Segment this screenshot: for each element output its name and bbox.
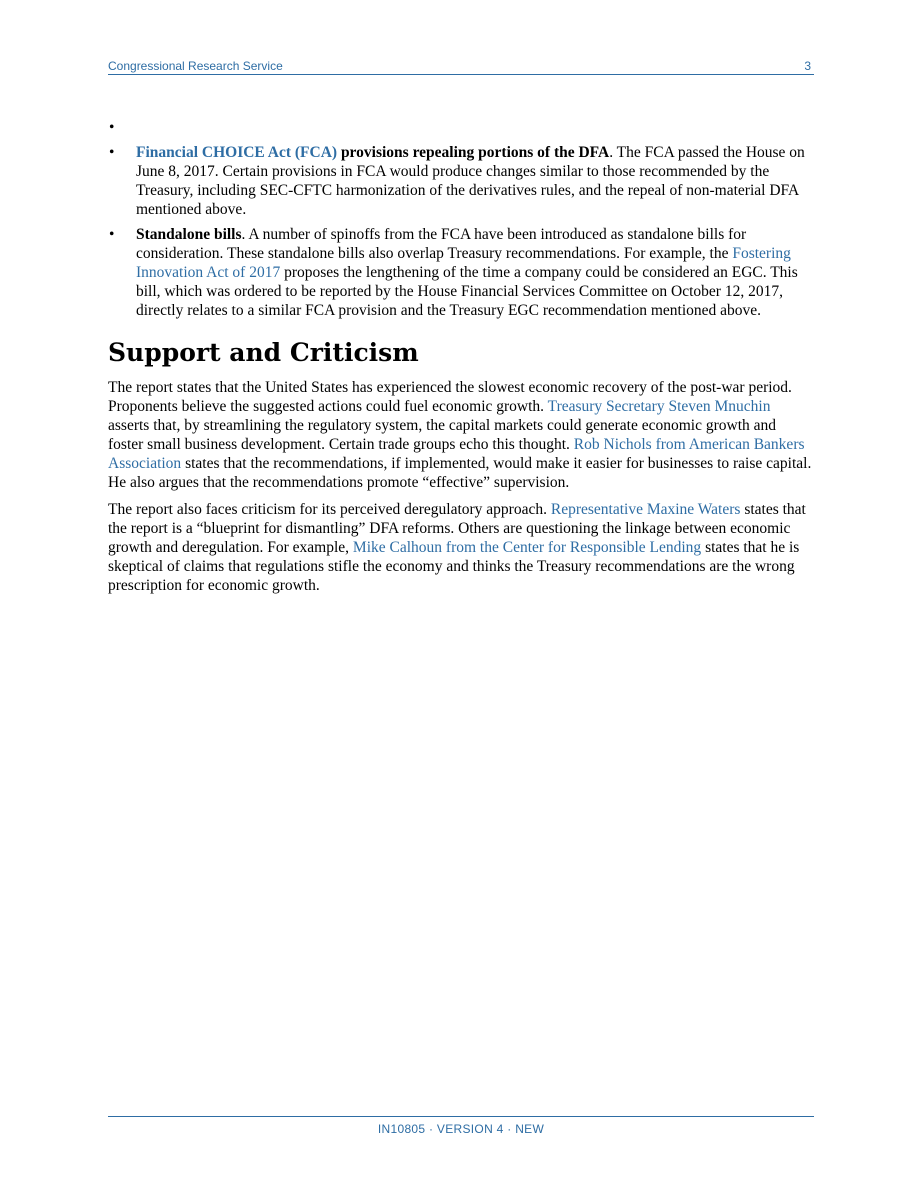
maxine-waters-link[interactable]: Representative Maxine Waters — [550, 501, 741, 518]
paragraph-text: The report states that the United States has experienced the slowest economic recovery of the post-war period. Proponents believe the suggested actions could fuel economic growth. — [108, 379, 792, 415]
paragraph-support — [108, 378, 814, 492]
footer-text: IN10805 · VERSION 4 · NEW — [377, 1122, 545, 1136]
list-item-empty — [108, 118, 814, 137]
section-heading: Support and Criticism — [108, 338, 419, 367]
page-number: 3 — [804, 59, 811, 73]
list-item-standalone — [108, 225, 814, 320]
page-footer — [108, 1116, 814, 1136]
bullet-icon: • — [109, 226, 115, 243]
mike-calhoun-link[interactable]: Mike Calhoun from the Center for Responsible Lending — [352, 539, 702, 556]
page-body — [108, 118, 814, 603]
bullet-icon: • — [109, 119, 115, 136]
standalone-text: . A number of spinoffs from the FCA have been introduced as standalone bills for consideration. These standalone bills also overlap Treasury recommendations. For example, the — [136, 226, 747, 262]
standalone-bold-text: Standalone bills — [136, 226, 242, 243]
fca-link[interactable]: Financial CHOICE Act (FCA) — [136, 144, 338, 161]
paragraph-text: The report also faces criticism for its perceived deregulatory approach. — [108, 501, 551, 518]
fca-bold-text: provisions repealing portions of the DFA — [337, 144, 610, 161]
paragraph-text: states that he is skeptical of claims that regulations stifle the economy and thinks the Treasury recommendations are the wrong prescription for economic growth. — [108, 539, 800, 594]
mnuchin-link[interactable]: Treasury Secretary Steven Mnuchin — [547, 398, 771, 415]
paragraph-text: states that the report is a “blueprint for dismantling” DFA reforms. Others are questioning the linkage between economic growth and deregulation. For example, — [108, 501, 806, 556]
bullet-list — [108, 118, 814, 320]
header-title: Congressional Research Service — [108, 59, 283, 73]
list-item-fca — [108, 143, 814, 219]
fostering-innovation-link[interactable]: Fostering Innovation Act of 2017 — [136, 245, 791, 281]
fca-text: . The FCA passed the House on June 8, 2017. Certain provisions in FCA would produce changes similar to those recommended by the Treasury, including SEC-CFTC harmonization of the derivatives rules, and the repeal of non-material DFA mentioned above. — [136, 144, 805, 218]
paragraph-criticism — [108, 500, 814, 595]
paragraph-text: states that the recommendations, if implemented, would make it easier for businesses to raise capital. He also argues that the recommendations promote “effective” supervision. — [108, 455, 812, 491]
page-header — [108, 57, 814, 75]
paragraph-text: asserts that, by streamlining the regulatory system, the capital markets could generate economic growth and foster small business development. Certain trade groups echo this thought. — [108, 417, 777, 453]
standalone-text-2: proposes the lengthening of the time a company could be considered an EGC. This bill, which was ordered to be reported by the House Financial Services Committee on October 12, 2017, directly relates to a similar FCA provision and the Treasury EGC recommendation mentioned above. — [136, 264, 798, 319]
bullet-icon: • — [109, 144, 115, 161]
rob-nichols-link[interactable]: Rob Nichols from American Bankers Association — [108, 436, 805, 472]
